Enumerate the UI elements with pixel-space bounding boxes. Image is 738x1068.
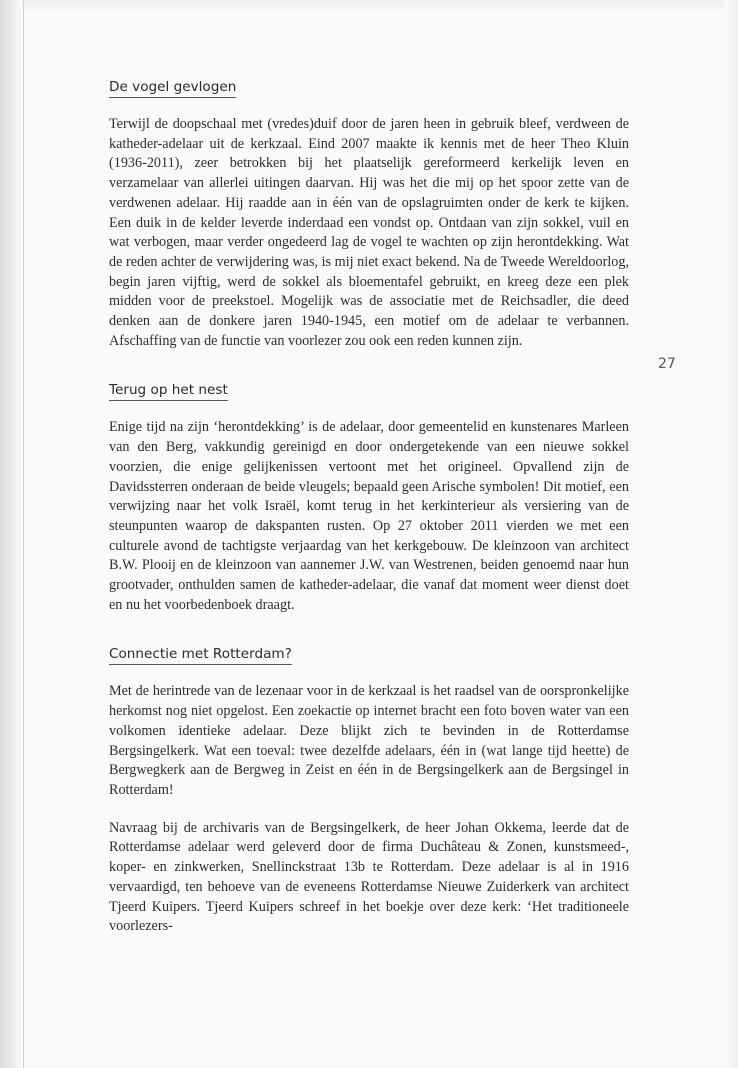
page-content	[109, 78, 629, 937]
section-connectie-met-rotterdam	[109, 645, 629, 936]
section-heading: Connectie met Rotterdam?	[109, 645, 292, 665]
section-terug-op-het-nest	[109, 381, 629, 615]
page-number: 27	[658, 356, 676, 372]
binding-line	[23, 0, 24, 1068]
section-heading: De vogel gevlogen	[109, 78, 236, 98]
paragraph: Navraag bij de archivaris van de Bergsingelkerk, de heer Johan Okkema, leerde dat de Rotterdamse adelaar werd geleverd door de firma Duchâteau & Zonen, kunstsmeed-, koper- en zinkwerken, Snellinckstraat 13b te Rotterdam. Deze adelaar is al in 1916 vervaardigd, ten behoeve van de eveneens Rotterdamse Nieuwe Zuiderkerk van architect Tjeerd Kuipers. Tjeerd Kuipers schreef in het boekje over deze kerk: ‘Het traditioneele voorlezers-	[109, 819, 629, 935]
section-de-vogel-gevlogen	[109, 78, 629, 351]
paragraph: Terwijl de doopschaal met (vredes)duif door de jaren heen in gebruik bleef, verdween de katheder-adelaar uit de kerkzaal. Eind 2007 maakte ik kennis met de heer Theo Kluin (1936-2011), zeer betrokken bij het plaatselijk gereformeerd kerkelijk leven en verzamelaar van allerlei uitingen daarvan. Hij was het die mij op het spoor zette van de verdwenen adelaar. Hij raadde aan in één van de opslagruimten onder de kerk te kijken. Een duik in de kelder leverde inderdaad een vondst op. Ontdaan van zijn sokkel, vuil en wat verbogen, maar verder ongedeerd lag de vogel te wachten op zijn herontdekking. Wat de reden achter de verwijdering was, is mij niet exact bekend. Na de Tweede Wereldoorlog, begin jaren vijftig, werd de sokkel als bloementafel gebruikt, en kreeg deze een plek midden voor de preekstoel. Mogelijk was de associatie met de Reichsadler, die deed denken aan de donkere jaren 1940-1945, een motief om de adelaar te verbannen. Afschaffing van de functie van voorlezer zou ook een reden kunnen zijn.	[109, 116, 629, 349]
top-margin	[0, 0, 738, 14]
paragraph: Enige tijd na zijn ‘herontdekking’ is de adelaar, door gemeentelid en kunstenares Marleen van den Berg, vakkundig gereinigd en door ondergetekende van een nieuwe sokkel voorzien, die enige gelijkenissen vertoont met het origineel. Opvallend zijn de Davidssterren onderaan de beide vleugels; bepaald geen Arische symbolen! Dit motief, een verwijzing naar het volk Israël, komt terug in het kerkinterieur als versiering van de steunpunten waarop de dakspanten rusten. Op 27 oktober 2011 vierden we met een culturele avond de tachtigste verjaardag van het kerkgebouw. De kleinzoon van architect B.W. Plooij en de kleinzoon van aannemer J.W. van Westrenen, beiden genoemd naar hun grootvader, onthulden samen de katheder-adelaar, die vanaf dat moment weer dienst doet en nu het voorbedenboek draagt.	[109, 419, 629, 613]
binding-shadow	[0, 0, 22, 1068]
section-heading: Terug op het nest	[109, 381, 228, 401]
paragraph: Met de herintrede van de lezenaar voor in de kerkzaal is het raadsel van de oorspronkelijke herkomst nog niet opgelost. Een zoekactie op internet bracht een foto boven water van een volkomen identieke adelaar. Deze blijkt zich te bevinden in de Rotterdamse Bergsingelkerk. Wat een toeval: twee dezelfde adelaars, één in (wat lange tijd heette) de Bergwegkerk aan de Bergweg in Zeist en één in de Bergsingelkerk aan de Bergsingel in Rotterdam!	[109, 683, 629, 798]
right-page-edge	[724, 0, 738, 1068]
